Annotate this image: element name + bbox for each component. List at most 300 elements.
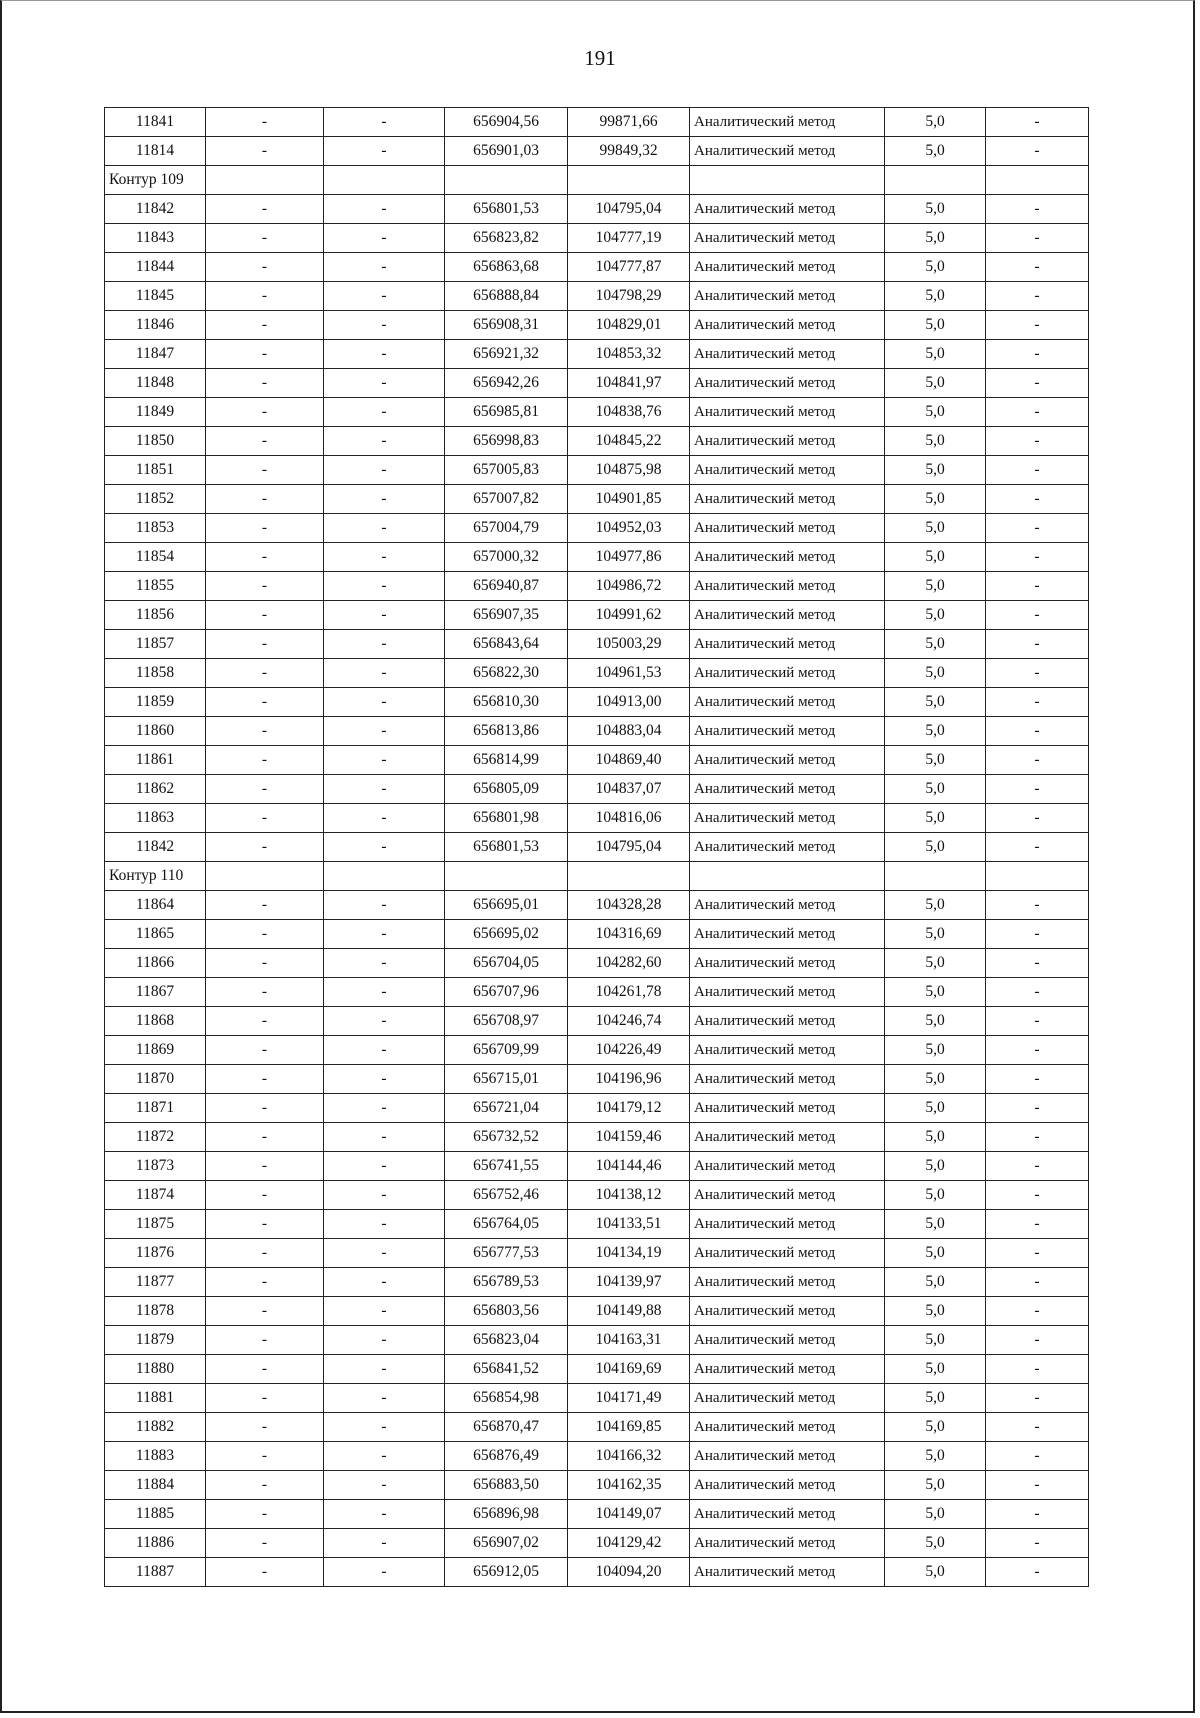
point-number-cell: 11848 bbox=[105, 369, 206, 398]
method-cell: Аналитический метод bbox=[690, 1210, 885, 1239]
table-row bbox=[105, 978, 1089, 1007]
empty-dash-cell: - bbox=[324, 572, 445, 601]
table-row bbox=[105, 601, 1089, 630]
table-row bbox=[105, 1007, 1089, 1036]
empty-dash-cell: - bbox=[324, 108, 445, 137]
x-coordinate-cell: 656876,49 bbox=[445, 1442, 568, 1471]
x-coordinate-cell: 656940,87 bbox=[445, 572, 568, 601]
y-coordinate-cell: 104777,87 bbox=[568, 253, 690, 282]
empty-dash-cell: - bbox=[986, 891, 1089, 920]
x-coordinate-cell: 656814,99 bbox=[445, 746, 568, 775]
empty-dash-cell: - bbox=[324, 253, 445, 282]
point-number-cell: 11883 bbox=[105, 1442, 206, 1471]
point-number-cell: 11814 bbox=[105, 137, 206, 166]
method-cell: Аналитический метод bbox=[690, 340, 885, 369]
accuracy-cell: 5,0 bbox=[885, 137, 986, 166]
x-coordinate-cell: 656907,02 bbox=[445, 1529, 568, 1558]
x-coordinate-cell: 656870,47 bbox=[445, 1413, 568, 1442]
x-coordinate-cell: 656801,53 bbox=[445, 195, 568, 224]
point-number-cell: 11841 bbox=[105, 108, 206, 137]
y-coordinate-cell: 104179,12 bbox=[568, 1094, 690, 1123]
table-row bbox=[105, 920, 1089, 949]
y-coordinate-cell: 104977,86 bbox=[568, 543, 690, 572]
empty-dash-cell: - bbox=[324, 1007, 445, 1036]
table-row bbox=[105, 1442, 1089, 1471]
empty-cell bbox=[445, 166, 568, 195]
point-number-cell: 11856 bbox=[105, 601, 206, 630]
empty-dash-cell: - bbox=[324, 1094, 445, 1123]
y-coordinate-cell: 104196,96 bbox=[568, 1065, 690, 1094]
x-coordinate-cell: 656695,02 bbox=[445, 920, 568, 949]
empty-dash-cell: - bbox=[324, 1239, 445, 1268]
accuracy-cell: 5,0 bbox=[885, 601, 986, 630]
point-number-cell: 11887 bbox=[105, 1558, 206, 1587]
empty-dash-cell: - bbox=[986, 311, 1089, 340]
method-cell: Аналитический метод bbox=[690, 1123, 885, 1152]
empty-dash-cell: - bbox=[986, 456, 1089, 485]
method-cell: Аналитический метод bbox=[690, 949, 885, 978]
accuracy-cell: 5,0 bbox=[885, 1239, 986, 1268]
accuracy-cell: 5,0 bbox=[885, 311, 986, 340]
point-number-cell: 11859 bbox=[105, 688, 206, 717]
empty-cell bbox=[690, 166, 885, 195]
empty-cell bbox=[690, 862, 885, 891]
y-coordinate-cell: 104795,04 bbox=[568, 195, 690, 224]
table-row bbox=[105, 282, 1089, 311]
method-cell: Аналитический метод bbox=[690, 282, 885, 311]
empty-dash-cell: - bbox=[206, 108, 324, 137]
accuracy-cell: 5,0 bbox=[885, 514, 986, 543]
point-number-cell: 11847 bbox=[105, 340, 206, 369]
method-cell: Аналитический метод bbox=[690, 1065, 885, 1094]
table-row bbox=[105, 630, 1089, 659]
method-cell: Аналитический метод bbox=[690, 572, 885, 601]
x-coordinate-cell: 656695,01 bbox=[445, 891, 568, 920]
x-coordinate-cell: 656883,50 bbox=[445, 1471, 568, 1500]
table-row bbox=[105, 1413, 1089, 1442]
x-coordinate-cell: 656707,96 bbox=[445, 978, 568, 1007]
point-number-cell: 11881 bbox=[105, 1384, 206, 1413]
accuracy-cell: 5,0 bbox=[885, 746, 986, 775]
empty-cell bbox=[986, 166, 1089, 195]
table-row bbox=[105, 311, 1089, 340]
empty-dash-cell: - bbox=[986, 572, 1089, 601]
empty-dash-cell: - bbox=[206, 601, 324, 630]
y-coordinate-cell: 104829,01 bbox=[568, 311, 690, 340]
empty-dash-cell: - bbox=[986, 253, 1089, 282]
empty-dash-cell: - bbox=[324, 1268, 445, 1297]
y-coordinate-cell: 104149,07 bbox=[568, 1500, 690, 1529]
empty-dash-cell: - bbox=[324, 1297, 445, 1326]
point-number-cell: 11882 bbox=[105, 1413, 206, 1442]
method-cell: Аналитический метод bbox=[690, 688, 885, 717]
empty-dash-cell: - bbox=[206, 1442, 324, 1471]
empty-dash-cell: - bbox=[206, 224, 324, 253]
method-cell: Аналитический метод bbox=[690, 108, 885, 137]
empty-dash-cell: - bbox=[206, 427, 324, 456]
empty-dash-cell: - bbox=[206, 1384, 324, 1413]
table-row bbox=[105, 456, 1089, 485]
accuracy-cell: 5,0 bbox=[885, 717, 986, 746]
empty-dash-cell: - bbox=[986, 1326, 1089, 1355]
y-coordinate-cell: 104282,60 bbox=[568, 949, 690, 978]
method-cell: Аналитический метод bbox=[690, 630, 885, 659]
empty-dash-cell: - bbox=[986, 543, 1089, 572]
empty-dash-cell: - bbox=[324, 775, 445, 804]
empty-dash-cell: - bbox=[206, 253, 324, 282]
y-coordinate-cell: 104798,29 bbox=[568, 282, 690, 311]
table-row bbox=[105, 543, 1089, 572]
point-number-cell: 11842 bbox=[105, 195, 206, 224]
x-coordinate-cell: 656721,04 bbox=[445, 1094, 568, 1123]
empty-dash-cell: - bbox=[324, 1413, 445, 1442]
point-number-cell: 11874 bbox=[105, 1181, 206, 1210]
accuracy-cell: 5,0 bbox=[885, 1065, 986, 1094]
point-number-cell: 11846 bbox=[105, 311, 206, 340]
table-row bbox=[105, 1326, 1089, 1355]
accuracy-cell: 5,0 bbox=[885, 1529, 986, 1558]
y-coordinate-cell: 104901,85 bbox=[568, 485, 690, 514]
method-cell: Аналитический метод bbox=[690, 1326, 885, 1355]
empty-dash-cell: - bbox=[206, 1123, 324, 1152]
accuracy-cell: 5,0 bbox=[885, 804, 986, 833]
accuracy-cell: 5,0 bbox=[885, 1007, 986, 1036]
method-cell: Аналитический метод bbox=[690, 543, 885, 572]
method-cell: Аналитический метод bbox=[690, 804, 885, 833]
empty-dash-cell: - bbox=[986, 949, 1089, 978]
empty-dash-cell: - bbox=[986, 775, 1089, 804]
accuracy-cell: 5,0 bbox=[885, 282, 986, 311]
method-cell: Аналитический метод bbox=[690, 1442, 885, 1471]
table-row bbox=[105, 137, 1089, 166]
empty-dash-cell: - bbox=[206, 340, 324, 369]
empty-dash-cell: - bbox=[206, 369, 324, 398]
table-row bbox=[105, 1529, 1089, 1558]
method-cell: Аналитический метод bbox=[690, 311, 885, 340]
table-row bbox=[105, 804, 1089, 833]
empty-dash-cell: - bbox=[206, 1239, 324, 1268]
empty-dash-cell: - bbox=[206, 1065, 324, 1094]
empty-dash-cell: - bbox=[324, 659, 445, 688]
method-cell: Аналитический метод bbox=[690, 1007, 885, 1036]
point-number-cell: 11844 bbox=[105, 253, 206, 282]
x-coordinate-cell: 656823,82 bbox=[445, 224, 568, 253]
y-coordinate-cell: 104952,03 bbox=[568, 514, 690, 543]
empty-dash-cell: - bbox=[324, 311, 445, 340]
accuracy-cell: 5,0 bbox=[885, 1123, 986, 1152]
point-number-cell: 11867 bbox=[105, 978, 206, 1007]
y-coordinate-cell: 104162,35 bbox=[568, 1471, 690, 1500]
empty-dash-cell: - bbox=[986, 1297, 1089, 1326]
empty-dash-cell: - bbox=[986, 427, 1089, 456]
empty-dash-cell: - bbox=[986, 601, 1089, 630]
accuracy-cell: 5,0 bbox=[885, 630, 986, 659]
empty-dash-cell: - bbox=[324, 427, 445, 456]
table-row bbox=[105, 1355, 1089, 1384]
empty-dash-cell: - bbox=[324, 746, 445, 775]
accuracy-cell: 5,0 bbox=[885, 833, 986, 862]
table-row bbox=[105, 1268, 1089, 1297]
empty-dash-cell: - bbox=[324, 920, 445, 949]
x-coordinate-cell: 656764,05 bbox=[445, 1210, 568, 1239]
method-cell: Аналитический метод bbox=[690, 485, 885, 514]
x-coordinate-cell: 656789,53 bbox=[445, 1268, 568, 1297]
empty-dash-cell: - bbox=[986, 195, 1089, 224]
method-cell: Аналитический метод bbox=[690, 1181, 885, 1210]
empty-dash-cell: - bbox=[206, 688, 324, 717]
empty-cell bbox=[206, 862, 324, 891]
accuracy-cell: 5,0 bbox=[885, 224, 986, 253]
accuracy-cell: 5,0 bbox=[885, 688, 986, 717]
empty-dash-cell: - bbox=[324, 137, 445, 166]
accuracy-cell: 5,0 bbox=[885, 253, 986, 282]
empty-dash-cell: - bbox=[986, 340, 1089, 369]
table-row bbox=[105, 398, 1089, 427]
method-cell: Аналитический метод bbox=[690, 601, 885, 630]
empty-dash-cell: - bbox=[206, 1007, 324, 1036]
empty-dash-cell: - bbox=[324, 195, 445, 224]
point-number-cell: 11869 bbox=[105, 1036, 206, 1065]
empty-dash-cell: - bbox=[324, 601, 445, 630]
empty-dash-cell: - bbox=[206, 398, 324, 427]
x-coordinate-cell: 656709,99 bbox=[445, 1036, 568, 1065]
empty-dash-cell: - bbox=[324, 804, 445, 833]
accuracy-cell: 5,0 bbox=[885, 1297, 986, 1326]
accuracy-cell: 5,0 bbox=[885, 1384, 986, 1413]
method-cell: Аналитический метод bbox=[690, 1094, 885, 1123]
empty-dash-cell: - bbox=[986, 1384, 1089, 1413]
method-cell: Аналитический метод bbox=[690, 920, 885, 949]
empty-cell bbox=[324, 166, 445, 195]
y-coordinate-cell: 104845,22 bbox=[568, 427, 690, 456]
empty-dash-cell: - bbox=[324, 485, 445, 514]
empty-dash-cell: - bbox=[206, 572, 324, 601]
point-number-cell: 11878 bbox=[105, 1297, 206, 1326]
empty-dash-cell: - bbox=[324, 1065, 445, 1094]
table-row bbox=[105, 949, 1089, 978]
empty-cell bbox=[206, 166, 324, 195]
empty-dash-cell: - bbox=[986, 1065, 1089, 1094]
empty-dash-cell: - bbox=[324, 1384, 445, 1413]
empty-dash-cell: - bbox=[986, 398, 1089, 427]
x-coordinate-cell: 656813,86 bbox=[445, 717, 568, 746]
empty-dash-cell: - bbox=[324, 688, 445, 717]
empty-dash-cell: - bbox=[986, 1413, 1089, 1442]
page-number: 191 bbox=[584, 46, 616, 70]
method-cell: Аналитический метод bbox=[690, 369, 885, 398]
point-number-cell: 11885 bbox=[105, 1500, 206, 1529]
accuracy-cell: 5,0 bbox=[885, 659, 986, 688]
x-coordinate-cell: 656907,35 bbox=[445, 601, 568, 630]
empty-dash-cell: - bbox=[986, 514, 1089, 543]
empty-cell bbox=[568, 166, 690, 195]
point-number-cell: 11855 bbox=[105, 572, 206, 601]
x-coordinate-cell: 656908,31 bbox=[445, 311, 568, 340]
point-number-cell: 11860 bbox=[105, 717, 206, 746]
empty-dash-cell: - bbox=[324, 369, 445, 398]
empty-dash-cell: - bbox=[324, 891, 445, 920]
empty-dash-cell: - bbox=[986, 485, 1089, 514]
accuracy-cell: 5,0 bbox=[885, 1210, 986, 1239]
empty-dash-cell: - bbox=[206, 833, 324, 862]
empty-dash-cell: - bbox=[206, 717, 324, 746]
accuracy-cell: 5,0 bbox=[885, 1471, 986, 1500]
empty-dash-cell: - bbox=[206, 1268, 324, 1297]
empty-dash-cell: - bbox=[986, 1123, 1089, 1152]
y-coordinate-cell: 99849,32 bbox=[568, 137, 690, 166]
method-cell: Аналитический метод bbox=[690, 1268, 885, 1297]
empty-dash-cell: - bbox=[206, 1210, 324, 1239]
table-row bbox=[105, 572, 1089, 601]
y-coordinate-cell: 104991,62 bbox=[568, 601, 690, 630]
coordinates-table bbox=[104, 107, 1089, 1587]
point-number-cell: 11866 bbox=[105, 949, 206, 978]
y-coordinate-cell: 104134,19 bbox=[568, 1239, 690, 1268]
empty-dash-cell: - bbox=[206, 630, 324, 659]
y-coordinate-cell: 104816,06 bbox=[568, 804, 690, 833]
empty-dash-cell: - bbox=[324, 978, 445, 1007]
accuracy-cell: 5,0 bbox=[885, 195, 986, 224]
empty-dash-cell: - bbox=[324, 543, 445, 572]
empty-dash-cell: - bbox=[206, 282, 324, 311]
table-row bbox=[105, 253, 1089, 282]
empty-dash-cell: - bbox=[324, 224, 445, 253]
x-coordinate-cell: 656777,53 bbox=[445, 1239, 568, 1268]
empty-dash-cell: - bbox=[986, 282, 1089, 311]
accuracy-cell: 5,0 bbox=[885, 1413, 986, 1442]
empty-dash-cell: - bbox=[986, 1558, 1089, 1587]
method-cell: Аналитический метод bbox=[690, 1384, 885, 1413]
empty-dash-cell: - bbox=[986, 746, 1089, 775]
x-coordinate-cell: 656805,09 bbox=[445, 775, 568, 804]
accuracy-cell: 5,0 bbox=[885, 920, 986, 949]
x-coordinate-cell: 656823,04 bbox=[445, 1326, 568, 1355]
accuracy-cell: 5,0 bbox=[885, 108, 986, 137]
table-row bbox=[105, 1065, 1089, 1094]
x-coordinate-cell: 657007,82 bbox=[445, 485, 568, 514]
table-row bbox=[105, 1181, 1089, 1210]
empty-dash-cell: - bbox=[324, 282, 445, 311]
method-cell: Аналитический метод bbox=[690, 1036, 885, 1065]
x-coordinate-cell: 656741,55 bbox=[445, 1152, 568, 1181]
point-number-cell: 11865 bbox=[105, 920, 206, 949]
x-coordinate-cell: 656863,68 bbox=[445, 253, 568, 282]
y-coordinate-cell: 104169,85 bbox=[568, 1413, 690, 1442]
method-cell: Аналитический метод bbox=[690, 195, 885, 224]
empty-dash-cell: - bbox=[324, 1558, 445, 1587]
method-cell: Аналитический метод bbox=[690, 1355, 885, 1384]
empty-dash-cell: - bbox=[324, 398, 445, 427]
empty-dash-cell: - bbox=[206, 775, 324, 804]
method-cell: Аналитический метод bbox=[690, 1471, 885, 1500]
y-coordinate-cell: 104838,76 bbox=[568, 398, 690, 427]
empty-dash-cell: - bbox=[986, 978, 1089, 1007]
point-number-cell: 11879 bbox=[105, 1326, 206, 1355]
empty-dash-cell: - bbox=[986, 804, 1089, 833]
empty-dash-cell: - bbox=[986, 1036, 1089, 1065]
empty-cell bbox=[885, 166, 986, 195]
table-row bbox=[105, 1036, 1089, 1065]
empty-dash-cell: - bbox=[206, 1181, 324, 1210]
y-coordinate-cell: 104169,69 bbox=[568, 1355, 690, 1384]
empty-cell bbox=[986, 862, 1089, 891]
empty-dash-cell: - bbox=[324, 1181, 445, 1210]
table-row bbox=[105, 659, 1089, 688]
empty-cell bbox=[445, 862, 568, 891]
empty-dash-cell: - bbox=[986, 1181, 1089, 1210]
table-row bbox=[105, 369, 1089, 398]
empty-dash-cell: - bbox=[324, 1326, 445, 1355]
y-coordinate-cell: 104913,00 bbox=[568, 688, 690, 717]
section-label: Контур 110 bbox=[105, 862, 206, 891]
table-row bbox=[105, 1297, 1089, 1326]
y-coordinate-cell: 104837,07 bbox=[568, 775, 690, 804]
empty-dash-cell: - bbox=[324, 1210, 445, 1239]
method-cell: Аналитический метод bbox=[690, 224, 885, 253]
empty-dash-cell: - bbox=[324, 456, 445, 485]
method-cell: Аналитический метод bbox=[690, 746, 885, 775]
coordinates-table-body bbox=[105, 108, 1089, 1587]
method-cell: Аналитический метод bbox=[690, 978, 885, 1007]
point-number-cell: 11875 bbox=[105, 1210, 206, 1239]
table-row bbox=[105, 775, 1089, 804]
table-row bbox=[105, 1210, 1089, 1239]
empty-dash-cell: - bbox=[986, 1268, 1089, 1297]
x-coordinate-cell: 656752,46 bbox=[445, 1181, 568, 1210]
empty-dash-cell: - bbox=[206, 659, 324, 688]
method-cell: Аналитический метод bbox=[690, 398, 885, 427]
y-coordinate-cell: 105003,29 bbox=[568, 630, 690, 659]
empty-dash-cell: - bbox=[324, 949, 445, 978]
empty-dash-cell: - bbox=[986, 108, 1089, 137]
point-number-cell: 11853 bbox=[105, 514, 206, 543]
table-row bbox=[105, 1500, 1089, 1529]
table-row bbox=[105, 1471, 1089, 1500]
table-row bbox=[105, 1094, 1089, 1123]
accuracy-cell: 5,0 bbox=[885, 1094, 986, 1123]
y-coordinate-cell: 104246,74 bbox=[568, 1007, 690, 1036]
empty-dash-cell: - bbox=[206, 978, 324, 1007]
empty-dash-cell: - bbox=[206, 1036, 324, 1065]
x-coordinate-cell: 657004,79 bbox=[445, 514, 568, 543]
x-coordinate-cell: 656901,03 bbox=[445, 137, 568, 166]
empty-dash-cell: - bbox=[206, 1355, 324, 1384]
table-row bbox=[105, 427, 1089, 456]
y-coordinate-cell: 104875,98 bbox=[568, 456, 690, 485]
point-number-cell: 11877 bbox=[105, 1268, 206, 1297]
empty-dash-cell: - bbox=[986, 659, 1089, 688]
y-coordinate-cell: 104149,88 bbox=[568, 1297, 690, 1326]
empty-dash-cell: - bbox=[206, 543, 324, 572]
empty-dash-cell: - bbox=[986, 1094, 1089, 1123]
x-coordinate-cell: 656841,52 bbox=[445, 1355, 568, 1384]
y-coordinate-cell: 104328,28 bbox=[568, 891, 690, 920]
empty-dash-cell: - bbox=[324, 1152, 445, 1181]
y-coordinate-cell: 104129,42 bbox=[568, 1529, 690, 1558]
empty-dash-cell: - bbox=[986, 1355, 1089, 1384]
y-coordinate-cell: 104138,12 bbox=[568, 1181, 690, 1210]
method-cell: Аналитический метод bbox=[690, 659, 885, 688]
point-number-cell: 11871 bbox=[105, 1094, 206, 1123]
x-coordinate-cell: 656715,01 bbox=[445, 1065, 568, 1094]
empty-dash-cell: - bbox=[206, 195, 324, 224]
empty-dash-cell: - bbox=[206, 1413, 324, 1442]
empty-dash-cell: - bbox=[206, 1326, 324, 1355]
x-coordinate-cell: 656896,98 bbox=[445, 1500, 568, 1529]
accuracy-cell: 5,0 bbox=[885, 1036, 986, 1065]
x-coordinate-cell: 656732,52 bbox=[445, 1123, 568, 1152]
empty-cell bbox=[885, 862, 986, 891]
